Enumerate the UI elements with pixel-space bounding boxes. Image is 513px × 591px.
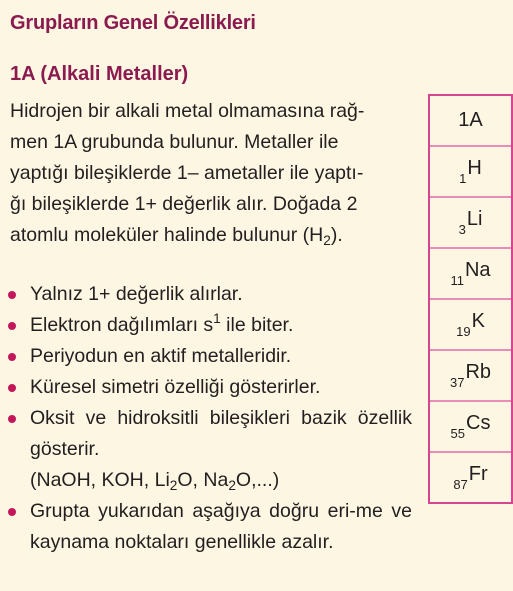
- list-item: Oksit ve hidroksitli bileşikleri bazik özellik gösterir.: [8, 403, 412, 465]
- superscript: 1: [213, 310, 221, 326]
- text: (NaOH, KOH, Li: [30, 469, 170, 491]
- list-item: [8, 310, 412, 341]
- element-symbol: H: [467, 157, 482, 179]
- list-item: Yalnız 1+ değerlik alırlar.: [8, 279, 412, 310]
- subscript: 2: [228, 478, 236, 494]
- subscript: 2: [169, 478, 178, 494]
- page-title: Grupların Genel Özellikleri: [10, 12, 256, 34]
- paragraph-line: yaptığı bileşiklerde 1– ametaller ile yaptı-: [10, 162, 364, 184]
- element-cell: [430, 198, 511, 249]
- property-list: [8, 279, 412, 558]
- paragraph-line: ğı bileşiklerde 1+ değerlik alır. Doğada 2: [10, 193, 358, 215]
- atomic-number: 11: [450, 273, 464, 288]
- element-cell: [430, 351, 511, 402]
- list-item: Grupta yukarıdan aşağıya doğru eri-me ve kaynama noktaları genellikle azalır.: [8, 496, 412, 558]
- list-item: Periyodun en aktif metalleridir.: [8, 341, 412, 372]
- text: Elektron dağılımları s: [30, 314, 214, 336]
- atomic-number: 1: [459, 171, 467, 186]
- element-cell: [430, 300, 511, 351]
- section-title: 1A (Alkali Metaller): [10, 63, 189, 85]
- paragraph-line: [10, 220, 410, 251]
- group-1a-table: [428, 94, 513, 504]
- element-cell: [430, 147, 511, 198]
- element-symbol: K: [471, 310, 485, 332]
- element-symbol: Rb: [465, 361, 492, 383]
- intro-paragraph: [10, 96, 410, 251]
- list-item: Küresel simetri özelliği gösterirler.: [8, 372, 412, 403]
- atomic-number: 87: [453, 477, 468, 492]
- paragraph-line: Hidrojen bir alkali metal olmamasına rağ-: [10, 100, 365, 122]
- element-symbol: Cs: [466, 412, 491, 434]
- formula-line: [8, 465, 412, 496]
- atomic-number: 3: [458, 222, 466, 237]
- text: O,...): [235, 469, 280, 491]
- element-cell: [430, 453, 511, 502]
- atomic-number: 37: [449, 375, 465, 390]
- atomic-number: 19: [456, 324, 471, 339]
- text: atomlu moleküler halinde bulunur (H: [10, 224, 324, 246]
- text: ile biter.: [220, 314, 294, 336]
- element-cell: [430, 249, 511, 300]
- atomic-number: 55: [450, 426, 465, 441]
- text: ).: [330, 224, 343, 246]
- text: O, Na: [177, 469, 229, 491]
- subscript: 2: [323, 233, 331, 249]
- table-header: 1A: [430, 96, 511, 147]
- element-symbol: Li: [466, 208, 483, 230]
- element-cell: [430, 402, 511, 453]
- element-symbol: Fr: [468, 463, 488, 485]
- element-symbol: Na: [464, 259, 491, 281]
- paragraph-line: men 1A grubunda bulunur. Metaller ile: [10, 131, 339, 153]
